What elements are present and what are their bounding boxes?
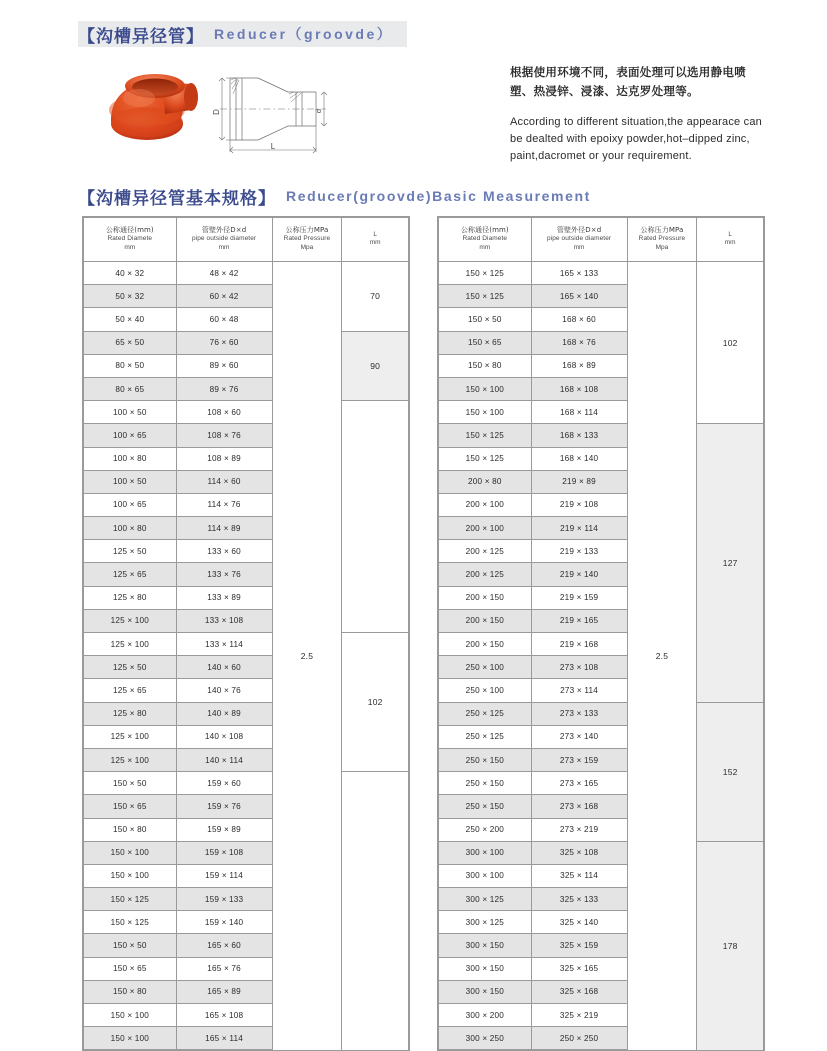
header-outside-diameter: 管壁外径D×d pipe outside diameter mm bbox=[531, 218, 627, 262]
cell-rated-diameter: 80 × 50 bbox=[84, 354, 177, 377]
table-row bbox=[84, 262, 409, 285]
cell-outside-diameter: 159 × 114 bbox=[176, 864, 272, 887]
measurement-title-en: Reducer(groovde)Basic Measurement bbox=[286, 188, 591, 204]
cell-rated-diameter: 200 × 150 bbox=[439, 609, 532, 632]
cell-rated-diameter: 150 × 125 bbox=[439, 424, 532, 447]
cell-outside-diameter: 133 × 89 bbox=[176, 586, 272, 609]
cell-rated-diameter: 200 × 125 bbox=[439, 563, 532, 586]
cell-rated-diameter: 200 × 100 bbox=[439, 493, 532, 516]
cell-outside-diameter: 159 × 89 bbox=[176, 818, 272, 841]
cell-outside-diameter: 219 × 165 bbox=[531, 609, 627, 632]
cell-rated-diameter: 150 × 50 bbox=[84, 772, 177, 795]
cell-outside-diameter: 168 × 114 bbox=[531, 401, 627, 424]
cell-outside-diameter: 165 × 114 bbox=[176, 1027, 272, 1050]
cell-outside-diameter: 89 × 76 bbox=[176, 377, 272, 400]
cell-length bbox=[342, 401, 409, 633]
header-rated-pressure: 公称压力MPa Rated Pressure Mpa bbox=[272, 218, 342, 262]
cell-rated-diameter: 150 × 80 bbox=[84, 818, 177, 841]
cell-outside-diameter: 168 × 76 bbox=[531, 331, 627, 354]
table-row bbox=[84, 331, 409, 354]
cell-outside-diameter: 219 × 140 bbox=[531, 563, 627, 586]
product-photo-reducer bbox=[103, 58, 207, 156]
cell-outside-diameter: 165 × 140 bbox=[531, 285, 627, 308]
cell-rated-diameter: 80 × 65 bbox=[84, 377, 177, 400]
cell-outside-diameter: 89 × 60 bbox=[176, 354, 272, 377]
cell-outside-diameter: 219 × 133 bbox=[531, 540, 627, 563]
cell-rated-diameter: 125 × 65 bbox=[84, 679, 177, 702]
cell-length: 178 bbox=[697, 841, 764, 1050]
cell-rated-diameter: 250 × 200 bbox=[439, 818, 532, 841]
cell-rated-diameter: 300 × 125 bbox=[439, 911, 532, 934]
cell-length: 70 bbox=[342, 262, 409, 332]
cell-outside-diameter: 273 × 219 bbox=[531, 818, 627, 841]
technical-drawing-reducer bbox=[212, 58, 334, 158]
measurement-title-cn: 【沟槽异径管基本规格】 bbox=[78, 188, 276, 209]
cell-rated-diameter: 125 × 50 bbox=[84, 656, 177, 679]
cell-rated-diameter: 125 × 100 bbox=[84, 633, 177, 656]
spec-table-left-body bbox=[84, 262, 409, 1050]
cell-length: 90 bbox=[342, 331, 409, 401]
cell-rated-diameter: 150 × 100 bbox=[84, 841, 177, 864]
cell-rated-diameter: 100 × 50 bbox=[84, 401, 177, 424]
header-rated-diameter: 公称通径(mm) Rated Diamete mm bbox=[439, 218, 532, 262]
cell-rated-diameter: 150 × 80 bbox=[439, 354, 532, 377]
cell-rated-diameter: 250 × 125 bbox=[439, 702, 532, 725]
cell-rated-diameter: 125 × 80 bbox=[84, 702, 177, 725]
description-en-line3: paint,dacromet or your requirement. bbox=[510, 150, 692, 162]
description-en bbox=[510, 114, 810, 165]
cell-rated-diameter: 300 × 100 bbox=[439, 864, 532, 887]
cell-rated-diameter: 250 × 150 bbox=[439, 795, 532, 818]
cell-rated-diameter: 150 × 125 bbox=[84, 911, 177, 934]
cell-outside-diameter: 168 × 108 bbox=[531, 377, 627, 400]
cell-outside-diameter: 273 × 114 bbox=[531, 679, 627, 702]
cell-outside-diameter: 114 × 60 bbox=[176, 470, 272, 493]
cell-outside-diameter: 159 × 108 bbox=[176, 841, 272, 864]
cell-length: 102 bbox=[697, 262, 764, 424]
cell-rated-diameter: 150 × 65 bbox=[84, 795, 177, 818]
header-length: L mm bbox=[697, 218, 764, 262]
cell-outside-diameter: 140 × 76 bbox=[176, 679, 272, 702]
cell-rated-diameter: 150 × 100 bbox=[439, 401, 532, 424]
cell-rated-diameter: 200 × 125 bbox=[439, 540, 532, 563]
spec-table-right bbox=[437, 216, 765, 1051]
cell-outside-diameter: 273 × 108 bbox=[531, 656, 627, 679]
cell-outside-diameter: 165 × 133 bbox=[531, 262, 627, 285]
header-outside-diameter: 管壁外径D×d pipe outside diameter mm bbox=[176, 218, 272, 262]
cell-outside-diameter: 273 × 140 bbox=[531, 725, 627, 748]
cell-outside-diameter: 159 × 76 bbox=[176, 795, 272, 818]
cell-rated-diameter: 150 × 50 bbox=[84, 934, 177, 957]
description-cn bbox=[510, 63, 810, 101]
cell-rated-diameter: 40 × 32 bbox=[84, 262, 177, 285]
cell-rated-diameter: 150 × 65 bbox=[439, 331, 532, 354]
cell-rated-diameter: 150 × 100 bbox=[84, 1027, 177, 1050]
cell-length: 127 bbox=[697, 424, 764, 702]
header-rated-diameter: 公称通径(mm) Rated Diamete mm bbox=[84, 218, 177, 262]
cell-outside-diameter: 60 × 42 bbox=[176, 285, 272, 308]
cell-rated-diameter: 300 × 250 bbox=[439, 1027, 532, 1050]
cell-rated-diameter: 250 × 125 bbox=[439, 725, 532, 748]
description-cn-line2: 塑、热浸锌、浸漆、达克罗处理等。 bbox=[510, 84, 699, 98]
cell-outside-diameter: 273 × 165 bbox=[531, 772, 627, 795]
section-title-en: Reducer（groovde） bbox=[214, 26, 394, 42]
cell-outside-diameter: 159 × 60 bbox=[176, 772, 272, 795]
cell-outside-diameter: 108 × 60 bbox=[176, 401, 272, 424]
section-title-basic-measurement bbox=[78, 183, 591, 209]
cell-outside-diameter: 325 × 133 bbox=[531, 888, 627, 911]
cell-outside-diameter: 219 × 168 bbox=[531, 633, 627, 656]
table-row bbox=[439, 262, 764, 285]
cell-outside-diameter: 325 × 114 bbox=[531, 864, 627, 887]
cell-outside-diameter: 325 × 108 bbox=[531, 841, 627, 864]
cell-rated-diameter: 125 × 100 bbox=[84, 748, 177, 771]
cell-rated-diameter: 200 × 150 bbox=[439, 633, 532, 656]
cell-outside-diameter: 114 × 89 bbox=[176, 517, 272, 540]
cell-rated-diameter: 150 × 65 bbox=[84, 957, 177, 980]
cell-outside-diameter: 108 × 89 bbox=[176, 447, 272, 470]
cell-rated-diameter: 150 × 80 bbox=[84, 980, 177, 1003]
cell-rated-diameter: 300 × 200 bbox=[439, 1004, 532, 1027]
drawing-label-D: D bbox=[212, 109, 221, 115]
cell-outside-diameter: 140 × 114 bbox=[176, 748, 272, 771]
cell-outside-diameter: 168 × 133 bbox=[531, 424, 627, 447]
cell-rated-diameter: 65 × 50 bbox=[84, 331, 177, 354]
cell-rated-diameter: 250 × 100 bbox=[439, 656, 532, 679]
cell-rated-diameter: 100 × 80 bbox=[84, 447, 177, 470]
cell-outside-diameter: 114 × 76 bbox=[176, 493, 272, 516]
cell-rated-diameter: 150 × 100 bbox=[84, 1004, 177, 1027]
cell-outside-diameter: 133 × 60 bbox=[176, 540, 272, 563]
cell-outside-diameter: 140 × 60 bbox=[176, 656, 272, 679]
cell-rated-diameter: 300 × 125 bbox=[439, 888, 532, 911]
table-row bbox=[84, 633, 409, 656]
cell-outside-diameter: 273 × 168 bbox=[531, 795, 627, 818]
cell-rated-diameter: 50 × 32 bbox=[84, 285, 177, 308]
table-row bbox=[439, 424, 764, 447]
cell-outside-diameter: 133 × 114 bbox=[176, 633, 272, 656]
drawing-label-L: L bbox=[270, 142, 276, 151]
cell-outside-diameter: 219 × 108 bbox=[531, 493, 627, 516]
spec-table-left bbox=[82, 216, 410, 1051]
cell-rated-diameter: 150 × 100 bbox=[84, 864, 177, 887]
cell-rated-diameter: 125 × 100 bbox=[84, 725, 177, 748]
cell-rated-diameter: 50 × 40 bbox=[84, 308, 177, 331]
cell-rated-diameter: 300 × 150 bbox=[439, 957, 532, 980]
table-row bbox=[439, 841, 764, 864]
cell-rated-diameter: 150 × 125 bbox=[439, 447, 532, 470]
cell-length: 152 bbox=[697, 702, 764, 841]
cell-rated-diameter: 200 × 150 bbox=[439, 586, 532, 609]
cell-rated-diameter: 150 × 125 bbox=[84, 888, 177, 911]
cell-rated-diameter: 250 × 150 bbox=[439, 748, 532, 771]
cell-rated-diameter: 125 × 100 bbox=[84, 609, 177, 632]
cell-outside-diameter: 219 × 159 bbox=[531, 586, 627, 609]
cell-outside-diameter: 60 × 48 bbox=[176, 308, 272, 331]
cell-rated-diameter: 100 × 65 bbox=[84, 493, 177, 516]
cell-outside-diameter: 219 × 114 bbox=[531, 517, 627, 540]
cell-rated-diameter: 100 × 50 bbox=[84, 470, 177, 493]
cell-outside-diameter: 165 × 89 bbox=[176, 980, 272, 1003]
spec-table-right-body bbox=[439, 262, 764, 1050]
header-length: L mm bbox=[342, 218, 409, 262]
cell-outside-diameter: 159 × 140 bbox=[176, 911, 272, 934]
table-header-row bbox=[439, 218, 764, 262]
cell-rated-diameter: 300 × 150 bbox=[439, 980, 532, 1003]
cell-outside-diameter: 133 × 76 bbox=[176, 563, 272, 586]
cell-rated-diameter: 300 × 150 bbox=[439, 934, 532, 957]
cell-outside-diameter: 273 × 159 bbox=[531, 748, 627, 771]
table-row bbox=[439, 702, 764, 725]
cell-outside-diameter: 168 × 89 bbox=[531, 354, 627, 377]
cell-rated-pressure: 2.5 bbox=[627, 262, 697, 1050]
cell-outside-diameter: 165 × 60 bbox=[176, 934, 272, 957]
cell-rated-diameter: 150 × 125 bbox=[439, 262, 532, 285]
cell-outside-diameter: 108 × 76 bbox=[176, 424, 272, 447]
cell-rated-diameter: 150 × 50 bbox=[439, 308, 532, 331]
cell-outside-diameter: 250 × 250 bbox=[531, 1027, 627, 1050]
cell-rated-diameter: 300 × 100 bbox=[439, 841, 532, 864]
cell-outside-diameter: 219 × 89 bbox=[531, 470, 627, 493]
cell-rated-diameter: 200 × 100 bbox=[439, 517, 532, 540]
header-rated-pressure: 公称压力MPa Rated Pressure Mpa bbox=[627, 218, 697, 262]
cell-outside-diameter: 325 × 140 bbox=[531, 911, 627, 934]
spec-table-left-inner bbox=[83, 217, 409, 1050]
cell-outside-diameter: 168 × 60 bbox=[531, 308, 627, 331]
cell-outside-diameter: 325 × 165 bbox=[531, 957, 627, 980]
description-en-line1: According to different situation,the appearace can bbox=[510, 116, 762, 128]
cell-outside-diameter: 48 × 42 bbox=[176, 262, 272, 285]
spec-table-right-inner bbox=[438, 217, 764, 1050]
surface-treatment-description bbox=[510, 63, 810, 165]
cell-rated-pressure: 2.5 bbox=[272, 262, 342, 1050]
section-title-cn: 【沟槽异径管】 bbox=[78, 26, 204, 47]
cell-outside-diameter: 159 × 133 bbox=[176, 888, 272, 911]
cell-outside-diameter: 325 × 159 bbox=[531, 934, 627, 957]
cell-outside-diameter: 133 × 108 bbox=[176, 609, 272, 632]
cell-outside-diameter: 140 × 108 bbox=[176, 725, 272, 748]
cell-rated-diameter: 250 × 100 bbox=[439, 679, 532, 702]
cell-outside-diameter: 140 × 89 bbox=[176, 702, 272, 725]
cell-rated-diameter: 150 × 100 bbox=[439, 377, 532, 400]
cell-outside-diameter: 165 × 76 bbox=[176, 957, 272, 980]
cell-rated-diameter: 200 × 80 bbox=[439, 470, 532, 493]
cell-outside-diameter: 168 × 140 bbox=[531, 447, 627, 470]
cell-rated-diameter: 125 × 65 bbox=[84, 563, 177, 586]
cell-length: 102 bbox=[342, 633, 409, 772]
cell-rated-diameter: 100 × 65 bbox=[84, 424, 177, 447]
cell-outside-diameter: 273 × 133 bbox=[531, 702, 627, 725]
cell-outside-diameter: 76 × 60 bbox=[176, 331, 272, 354]
description-cn-line1: 根据使用环境不同，表面处理可以选用静电喷 bbox=[510, 65, 746, 79]
cell-rated-diameter: 100 × 80 bbox=[84, 517, 177, 540]
description-en-line2: be dealted with epoixy powder,hot–dipped zinc, bbox=[510, 133, 750, 145]
cell-rated-diameter: 250 × 150 bbox=[439, 772, 532, 795]
cell-outside-diameter: 325 × 168 bbox=[531, 980, 627, 1003]
drawing-label-d: d bbox=[314, 108, 323, 114]
table-header-row bbox=[84, 218, 409, 262]
table-row bbox=[84, 401, 409, 424]
section-title-reducer bbox=[78, 21, 407, 47]
cell-rated-diameter: 125 × 50 bbox=[84, 540, 177, 563]
cell-rated-diameter: 150 × 125 bbox=[439, 285, 532, 308]
cell-outside-diameter: 165 × 108 bbox=[176, 1004, 272, 1027]
cell-length bbox=[342, 772, 409, 1050]
table-row bbox=[84, 772, 409, 795]
cell-outside-diameter: 325 × 219 bbox=[531, 1004, 627, 1027]
cell-rated-diameter: 125 × 80 bbox=[84, 586, 177, 609]
